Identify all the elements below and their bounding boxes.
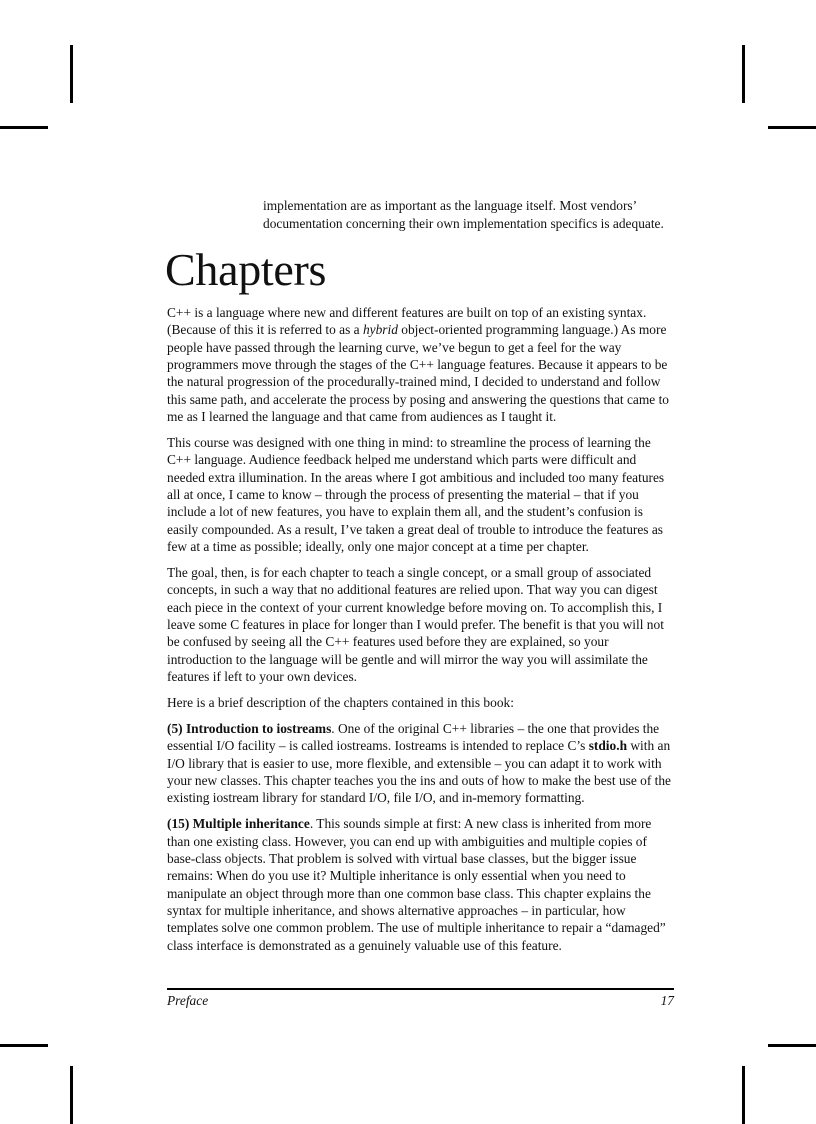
section-heading: Chapters bbox=[165, 244, 327, 295]
crop-mark-bottom-left-vertical bbox=[70, 1066, 73, 1124]
paragraph-intro: C++ is a language where new and different features are built on top of an existing syntax. (Because of this it is referred to as a hybrid object-oriented programming language.) As more people have passed through the learning curve, we’ve begun to get a feel for the way programmers move through the stages of the C++ language features. Because it appears to be the natural progression of the procedurally-trained mind, I decided to understand and follow this same path, and accelerate the process by posing and answering the questions that came to me as I learned the language and that came from audiences as I taught it. bbox=[167, 305, 669, 425]
paragraph-chapter-list-intro: Here is a brief description of the chapters contained in this book: bbox=[167, 695, 514, 710]
chapter-15-description: (15) Multiple inheritance. This sounds simple at first: A new class is inherited from more than one existing class. However, you can end up with ambiguities and multiple copies of base-class objects. That problem is solved with virtual base classes, but the bigger issue remains: When do you use it? Multiple inheritance is only essential when you need to manipulate an object through more than one common base class. This chapter explains the syntax for multiple inheritance, and shows alternative approaches – in particular, how templates solve one common problem. The use of multiple inheritance to repair a “damaged” class interface is demonstrated as a genuinely valuable use of this feature. bbox=[167, 816, 666, 953]
paragraph-course-design: This course was designed with one thing in mind: to streamline the process of learning the C++ language. Audience feedback helped me understand which parts were difficult and needed extra illumination. In the areas where I got ambitious and included too many features all at once, I came to know – through the process of presenting the material – that if you include a lot of new features, you have to explain them all, and the student’s confusion is easily compounded. As a result, I’ve taken a great deal of trouble to introduce the features as few at a time as possible; ideally, only one major concept at a time per chapter. bbox=[167, 435, 665, 555]
page-number: 17 bbox=[660, 993, 674, 1008]
crop-mark-bottom-left-horizontal bbox=[0, 1044, 48, 1047]
footer-rule bbox=[167, 988, 674, 990]
chapter-15-title: (15) Multiple inheritance bbox=[167, 816, 310, 832]
continued-line-1: implementation are as important as the language itself. Most vendors’ bbox=[263, 198, 638, 213]
hybrid-term: hybrid bbox=[362, 322, 398, 338]
stdio-h-term: stdio.h bbox=[588, 738, 628, 754]
crop-mark-bottom-right-horizontal bbox=[768, 1044, 816, 1047]
crop-mark-top-left-horizontal bbox=[0, 126, 48, 129]
continued-line-2: documentation concerning their own implementation specifics is adequate. bbox=[263, 216, 664, 231]
crop-mark-top-right-vertical bbox=[742, 45, 745, 103]
chapter-5-title: (5) Introduction to iostreams bbox=[167, 720, 332, 736]
continued-paragraph bbox=[263, 197, 683, 233]
footer-section-name: Preface bbox=[167, 993, 209, 1008]
section-body bbox=[167, 304, 677, 963]
crop-mark-bottom-right-vertical bbox=[742, 1066, 745, 1124]
crop-mark-top-right-horizontal bbox=[768, 126, 816, 129]
crop-mark-top-left-vertical bbox=[70, 45, 73, 103]
paragraph-goal: The goal, then, is for each chapter to teach a single concept, or a small group of associated concepts, in such a way that no additional features are relied upon. That way you can digest each piece in the context of your current knowledge before moving on. To accomplish this, I leave some C features in place for longer than I would prefer. The benefit is that you will not be confused by seeing all the C++ features used before they are explained, so your introduction to the language will be gentle and will mirror the way you will assimilate the features if left to your own devices. bbox=[167, 565, 664, 685]
chapter-5-description: (5) Introduction to iostreams. One of the original C++ libraries – the one that provides the essential I/O facility – is called iostreams. Iostreams is intended to replace C’s stdio.h with an I/O library that is easier to use, more flexible, and extensible – you can adapt it to work with your new classes. This chapter teaches you the ins and outs of how to make the best use of the existing iostream library for standard I/O, file I/O, and in-memory formatting. bbox=[167, 720, 672, 806]
